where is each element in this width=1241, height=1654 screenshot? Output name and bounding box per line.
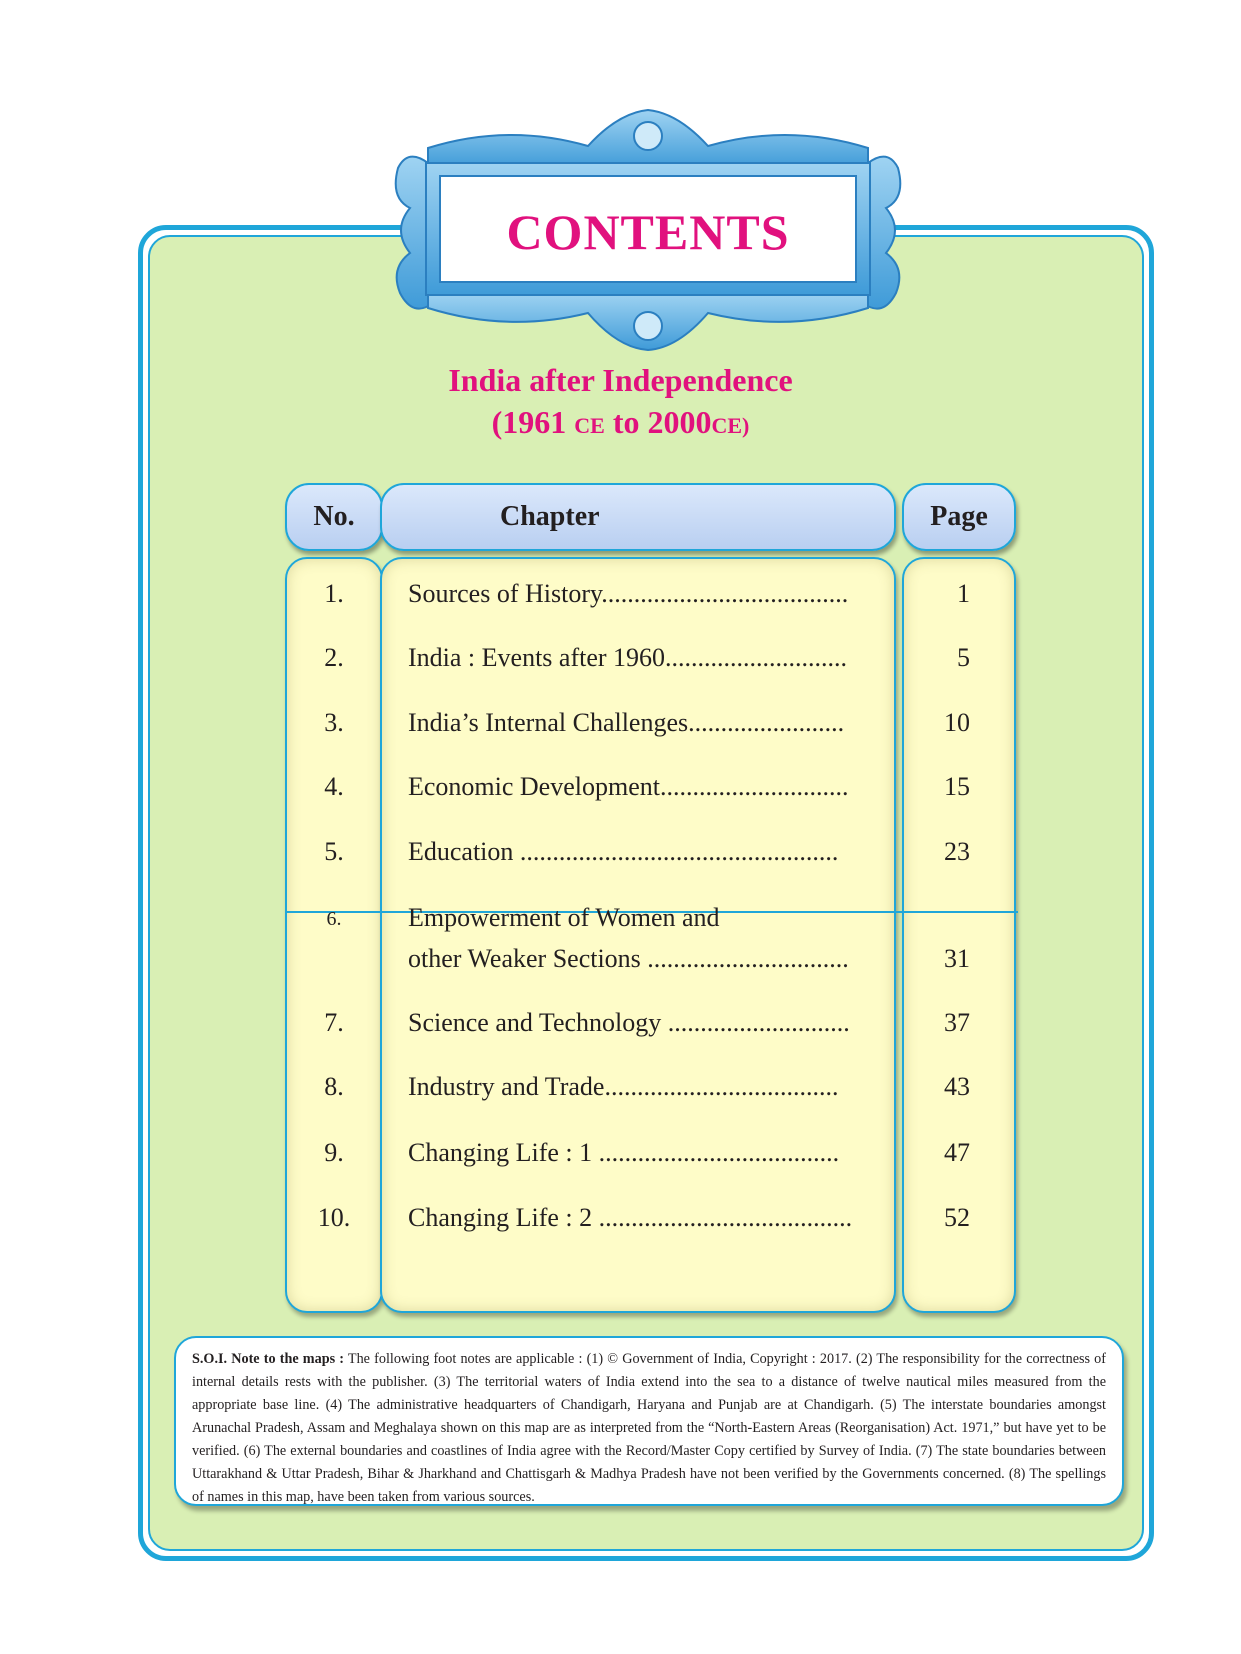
chapter-title: Changing Life : 1	[408, 1138, 593, 1167]
chapter-entry	[408, 578, 882, 610]
chapter-title: India : Events after 1960	[408, 643, 666, 672]
chapter-title: Changing Life : 2	[408, 1203, 593, 1232]
chapter-entry	[408, 943, 882, 975]
subtitle-period-start: (1961	[491, 404, 567, 440]
leader-dots: .............................	[659, 772, 849, 801]
leader-dots: .......................................	[592, 1203, 853, 1232]
page-number: 47	[944, 1138, 970, 1167]
note-text: The following foot notes are applicable : (1) © Government of India, Copyright : 2017. (2) The responsibility for the correctness of internal details rests with the publisher. (3) The territorial waters of India extend into the sea to a distance of twelve nautical miles measured from the appropriate base line. (4) The administrative headquarters of Chandigarh, Haryana and Punjab are at Chandigarh. (5) The interstate boundaries amongst Arunachal Pradesh, Assam and Meghalaya shown on this map are as interpreted from the “North-Eastern Areas (Reorganisation) Act. 1971,” but have yet to be verified. (6) The external boundaries and coastlines of India agree with the Record/Master Copy certified by Survey of India. (7) The state boundaries between Uttarakhand & Uttar Pradesh, Bihar & Jharkhand and Chattisgarh & Madhya Pradesh have not been verified by the Governments concerned. (8) The spellings of names in this map, have been taken from various sources.	[192, 1351, 1107, 1505]
subtitle-era-2: CE)	[711, 413, 750, 438]
leader-dots: .................................................	[513, 837, 839, 866]
chapter-title: Economic Development	[408, 772, 660, 801]
page-number: 23	[944, 837, 970, 866]
chapter-title: India’s Internal Challenges	[408, 708, 689, 737]
chapter-number: 6.	[326, 908, 342, 930]
page-number: 31	[944, 944, 970, 973]
leader-dots: ............................	[661, 1008, 850, 1037]
subtitle-period-end: to 2000	[612, 404, 712, 440]
chapter-entry	[408, 707, 882, 739]
chapter-title: Empowerment of Women and	[408, 903, 720, 932]
page-title: CONTENTS	[506, 204, 790, 260]
leader-dots: ............................	[665, 643, 848, 672]
chapter-number: 1.	[324, 579, 344, 608]
page-number: 10	[944, 708, 970, 737]
leader-dots: ........................	[688, 708, 845, 737]
chapter-title: Education	[408, 837, 514, 866]
book-subtitle	[0, 362, 1241, 399]
header-chapter: Chapter	[380, 483, 896, 551]
chapter-entry	[408, 642, 882, 674]
leader-dots: ....................................	[604, 1072, 839, 1101]
page-number: 52	[944, 1203, 970, 1232]
page-number: 1	[957, 579, 970, 608]
chapter-entry	[408, 1071, 882, 1103]
chapter-number: 3.	[324, 708, 344, 737]
chapter-number: 7.	[324, 1008, 344, 1037]
chapter-title: Sources of History	[408, 579, 602, 608]
page-number: 43	[944, 1072, 970, 1101]
chapter-title: Industry and Trade	[408, 1072, 605, 1101]
chapter-entry	[408, 771, 882, 803]
title-badge	[388, 108, 908, 353]
note-label: S.O.I. Note to the maps :	[192, 1351, 345, 1367]
leader-dots: ......................................	[601, 579, 849, 608]
chapter-entry	[408, 1007, 882, 1039]
page-number: 37	[944, 1008, 970, 1037]
chapter-entry	[408, 1202, 882, 1234]
soi-map-note	[174, 1336, 1124, 1506]
chapter-number: 5.	[324, 837, 344, 866]
chapter-entry	[408, 836, 882, 868]
chapter-entry	[408, 1137, 882, 1169]
chapter-number: 10.	[317, 1203, 351, 1232]
header-no: No.	[285, 483, 383, 551]
page-number: 5	[957, 643, 970, 672]
book-period	[0, 404, 1241, 441]
chapter-title-continued: other Weaker Sections	[408, 944, 641, 973]
subtitle-era-1: CE	[574, 413, 605, 438]
chapter-title: Science and Technology	[408, 1008, 662, 1037]
chapter-number: 4.	[324, 772, 344, 801]
chapter-number: 2.	[324, 643, 344, 672]
leader-dots: .....................................	[592, 1138, 840, 1167]
chapter-number: 8.	[324, 1072, 344, 1101]
leader-dots: ...............................	[640, 944, 849, 973]
page-number: 15	[944, 772, 970, 801]
header-page: Page	[902, 483, 1016, 551]
subtitle-line-1: India after Independence	[448, 362, 793, 398]
chapter-number: 9.	[324, 1138, 344, 1167]
